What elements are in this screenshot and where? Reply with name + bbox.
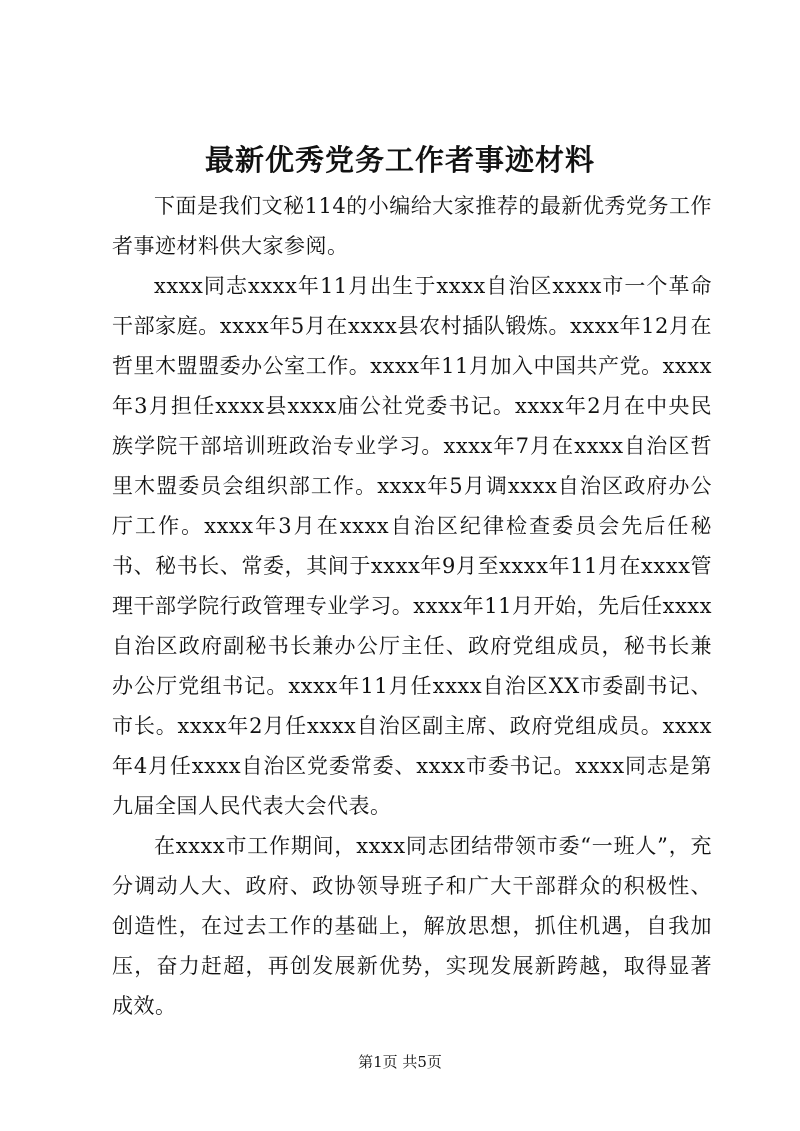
page-number-footer: 第1页 共5页 bbox=[358, 1053, 442, 1071]
paragraph-achievements: 在xxxx市工作期间，xxxx同志团结带领市委“一班人”，充分调动人大、政府、政协领导班子和广大干部群众的积极性、创造性，在过去工作的基础上，解放思想，抓住机遇，自我加压，奋力赶超，再创发展新优势，实现发展新跨越，取得显著成效。 bbox=[112, 834, 712, 1018]
document-body bbox=[112, 186, 712, 1026]
paragraph-intro: 下面是我们文秘114的小编给大家推荐的最新优秀党务工作者事迹材料供大家参阅。 bbox=[112, 194, 712, 258]
document-title: 最新优秀党务工作者事迹材料 bbox=[204, 143, 595, 177]
paragraph-biography: xxxx同志xxxx年11月出生于xxxx自治区xxxx市一个革命干部家庭。xxxx年5月在xxxx县农村插队锻炼。xxxx年12月在哲里木盟盟委办公室工作。xxxx年11月加入中国共产党。xxxx年3月担任xxxx县xxxx庙公社党委书记。xxxx年2月在中央民族学院干部培训班政治专业学习。xxxx年7月在xxxx自治区哲里木盟委员会组织部工作。xxxx年5月调xxxx自治区政府办公厅工作。xxxx年3月在xxxx自治区纪律检查委员会先后任秘书、秘书长、常委，其间于xxxx年9月至xxxx年11月在xxxx管理干部学院行政管理专业学习。xxxx年11月开始，先后任xxxx自治区政府副秘书长兼办公厅主任、政府党组成员，秘书长兼办公厅党组书记。xxxx年11月任xxxx自治区XX市委副书记、市长。xxxx年2月任xxxx自治区副主席、政府党组成员。xxxx年4月任xxxx自治区党委常委、xxxx市委书记。xxxx同志是第九届全国人民代表大会代表。 bbox=[112, 274, 712, 818]
